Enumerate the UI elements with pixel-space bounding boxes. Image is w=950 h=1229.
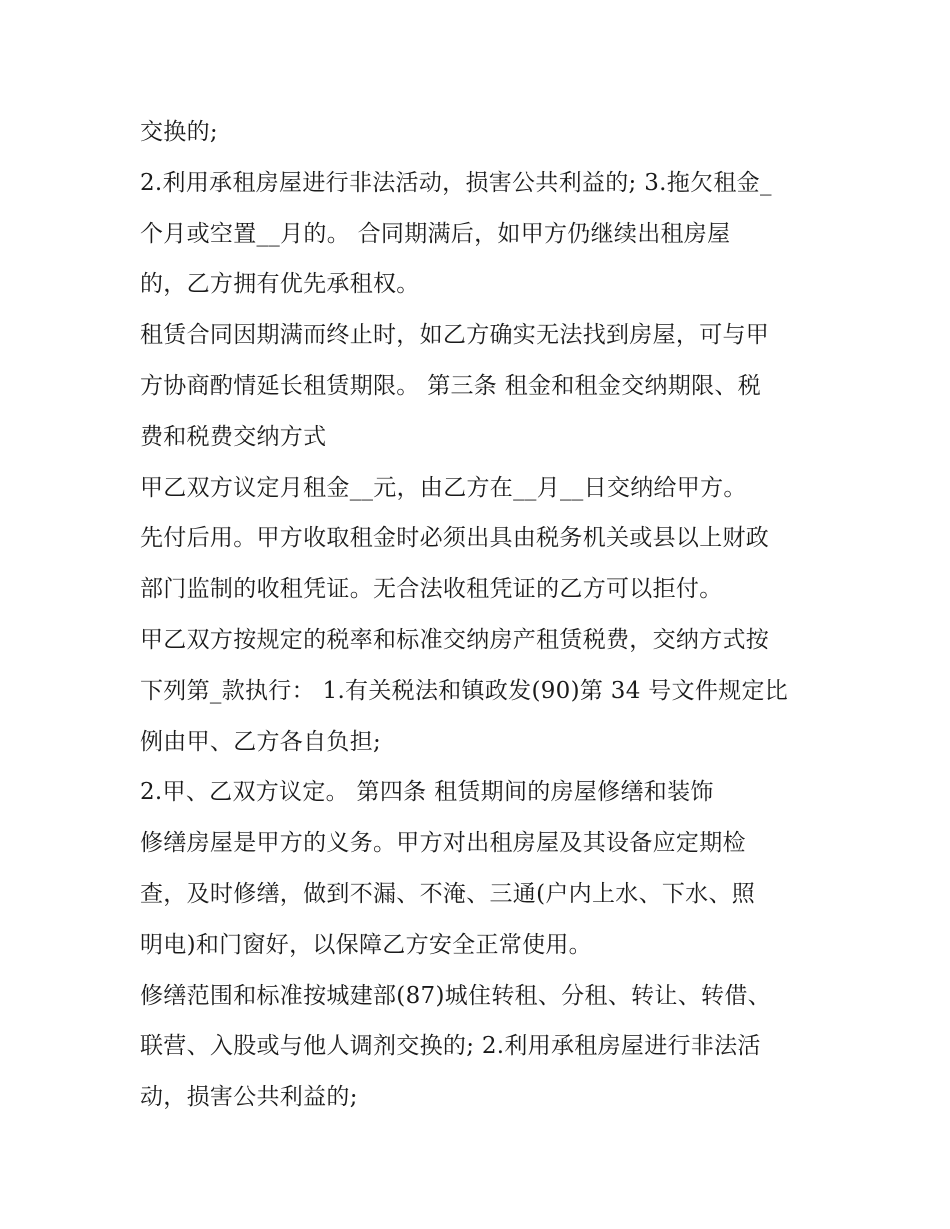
text-line: 部门监制的收租凭证。无合法收租凭证的乙方可以拒付。 xyxy=(140,576,723,603)
text-line: 租赁合同因期满而终止时，如乙方确实无法找到房屋，可与甲 xyxy=(140,322,770,349)
text-line: 下列第_款执行： 1.有关税法和镇政发(90)第 34 号文件规定比 xyxy=(140,677,789,704)
text-line: 例由甲、乙方各自负担; xyxy=(140,728,382,755)
text-line: 费和税费交纳方式 xyxy=(140,423,327,450)
text-line: 交换的; xyxy=(140,119,218,145)
text-line: 动，损害公共利益的; xyxy=(140,1084,358,1111)
text-line: 明电)和门窗好，以保障乙方安全正常使用。 xyxy=(140,931,592,958)
text-line: 甲乙双方按规定的税率和标准交纳房产租赁税费，交纳方式按 xyxy=(140,626,770,653)
text-line: 修缮范围和标准按城建部(87)城住转租、分租、转让、转借、 xyxy=(140,982,771,1009)
text-line: 修缮房屋是甲方的义务。甲方对出租房屋及其设备应定期检 xyxy=(140,830,746,857)
text-line: 甲乙双方议定月租金__元，由乙方在__月__日交纳给甲方。 xyxy=(140,474,747,501)
text-line: 2.利用承租房屋进行非法活动，损害公共利益的; 3.拖欠租金_ xyxy=(140,169,772,196)
text-line: 的，乙方拥有优先承租权。 xyxy=(140,271,420,298)
contract-text-body xyxy=(140,107,830,1123)
text-line: 方协商酌情延长租赁期限。 第三条 租金和租金交纳期限、税 xyxy=(140,372,762,399)
text-line: 先付后用。甲方收取租金时必须出具由税务机关或县以上财政 xyxy=(140,525,770,552)
text-line: 联营、入股或与他人调剂交换的; 2.利用承租房屋进行非法活 xyxy=(140,1033,761,1060)
text-line: 个月或空置__月的。 合同期满后，如甲方仍继续出租房屋 xyxy=(140,220,731,247)
text-line: 查，及时修缮，做到不漏、不淹、三通(户内上水、下水、照 xyxy=(140,880,756,907)
text-line: 2.甲、乙双方议定。 第四条 租赁期间的房屋修缮和装饰 xyxy=(140,779,714,806)
